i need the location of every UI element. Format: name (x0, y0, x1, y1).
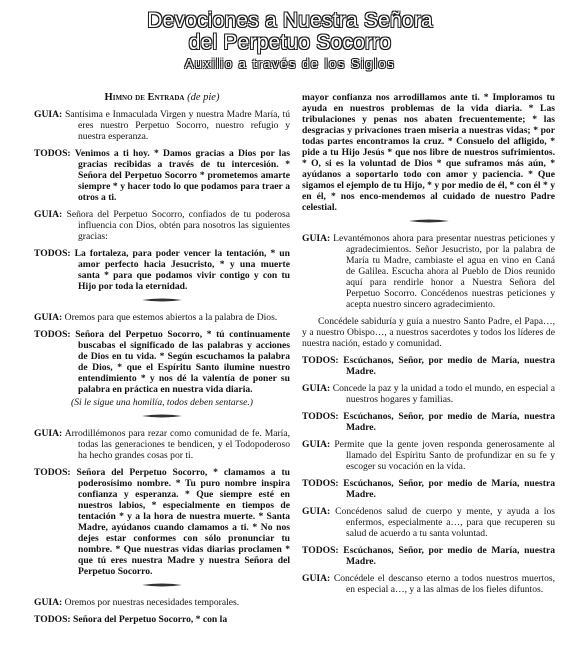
guia-paragraph (302, 506, 555, 539)
paragraph-text: Permite que la gente joven responda generosamente al llamado del Espíritu Santo de profundizar en su fe y escoger su vocación en la vida. (334, 439, 555, 472)
himno-note: (de pie) (187, 92, 220, 103)
himno-title: Himno de Entrada (104, 92, 185, 103)
paragraph-text: Concede la paz y la unidad a todo el mundo, en especial a nuestros hogares y familias. (332, 383, 555, 405)
paragraph-text: Escúchanos, Señor, por medio de María, nuestra Madre. (343, 411, 555, 433)
himno-heading (34, 92, 290, 103)
homily-note: (Si le sigue una homilía, todos deben sentarse.) (71, 397, 253, 408)
guia-paragraph (302, 439, 555, 472)
role-label: TODOS: (302, 478, 339, 489)
guia-paragraph-continued (302, 316, 555, 349)
guia-paragraph (302, 383, 555, 405)
paragraph-text: Escúchanos, Señor, por medio de María, nuestra Madre. (343, 355, 555, 377)
guia-paragraph (302, 573, 555, 595)
paragraph-text: Levantémonos ahora para presentar nuestras peticiones y agradecimientos. Señor Jesucristo, por la palabra de María tu Madre, cambiaste el agua en vino en Caná de Galilea. Escucha ahora al Pueblo de Dios reunido aquí para rendirle honor a Nuestra Señora del Perpetuo Socorro. Concédenos nuestras peticiones y acepta nuestro sincero agradecimiento. (333, 233, 555, 310)
role-label: TODOS: (302, 411, 339, 422)
role-label: TODOS: (302, 355, 339, 366)
title-line-1: Devociones a Nuestra Señora (147, 9, 433, 32)
paragraph-text: La fortaleza, para poder vencer la tentación, * un amor perfecto hacia Jesucristo, * y una muerte santa * para que podamos vivir contigo y con tu Hijo por toda la eternidad. (74, 248, 290, 292)
paragraph-text: Arrodillémonos para rezar como comunidad de fe. María, todas las generaciones te bendicen, y el Todopoderoso ha hecho grandes cosas por ti. (64, 428, 290, 461)
section-divider (302, 219, 555, 223)
paragraph-text: Señora del Perpetuo Socorro, * tú continuamente buscabas el significado de las palabras y acciones de Dios en tu vida. * Según escuchamos la palabra de Dios, * que el Espíritu Santo ilumine nuestro entendimiento * y nos dé la valentía de poner su palabra en práctica en nuestra vida diaria. (75, 329, 290, 395)
role-label: TODOS: (34, 248, 71, 259)
paragraph-text: Señora del Perpetuo Socorro, * con la (73, 614, 228, 625)
role-label: TODOS: (34, 148, 71, 159)
todos-response (302, 478, 555, 500)
paragraph-text: Escúchanos, Señor, por medio de María, nuestra Madre. (343, 545, 555, 567)
role-label: TODOS: (34, 329, 71, 340)
guia-paragraph (34, 312, 290, 323)
role-label: GUIA: (34, 428, 63, 439)
paragraph-text: Señora del Perpetuo Socorro, * clamamos a tu poderosísimo nombre. * Tu puro nombre inspira confianza y esperanza. * Que siempre esté en nuestros labios, * especialmente en tiempos de tentación * y a la hora de nuestra muerte. * Santa Madre, ayúdanos cuando clamamos a ti. * No nos dejes estar conformes con sólo pronunciar tu nombre. * Que nuestras vidas diarias proclamen * que tú eres nuestra Madre y nuestra Señora del Perpetuo Socorro. (76, 467, 290, 577)
role-label: GUIA: (302, 439, 331, 450)
paragraph-text: Concédele el descanso eterno a todos nuestros muertos, en especial a…, y a las almas de los fieles difuntos. (333, 573, 555, 595)
header (0, 0, 580, 71)
todos-paragraph (34, 329, 290, 395)
role-label: GUIA: (34, 109, 63, 120)
paragraph-text: Concédele sabiduría y guía a nuestro Santo Padre, el Papa…, y a nuestro Obispo…, a nuestros sacerdotes y todos los líderes de nuestra nación, estado y comunidad. (302, 316, 555, 349)
todos-response (302, 545, 555, 567)
paragraph-text: mayor confianza nos arrodillamos ante ti. * Imploramos tu ayuda en nuestros problemas de la vida diaria. * Las tribulaciones y penas nos abaten frecuentemente; * las desgracias y privaciones traen miseria a nuestras vidas; * por todas partes encontramos la cruz. * Consuelo del afligido, * pide a tu Hijo Jesús * que nos libre de nuestros sufrimientos. * O, si es la voluntad de Dios * que suframos más aún, * ayúdanos a soportarlo todo con amor y paciencia. * Que sigamos el ejemplo de tu Hijo, * y por medio de él, * con él * y en él, * nos enco-mendemos al cuidado de nuestro Padre celestial. (302, 92, 555, 213)
guia-paragraph (34, 597, 290, 608)
section-divider (34, 414, 290, 418)
role-label: TODOS: (302, 545, 339, 556)
paragraph-text: Señora del Perpetuo Socorro, confiados de tu poderosa influencia con Dios, obtén para nosotros las siguientes gracias: (66, 209, 290, 242)
role-label: GUIA: (302, 506, 331, 517)
right-column (302, 92, 555, 601)
subtitle: Auxilio a través de los Siglos (184, 56, 396, 71)
paragraph-text: Venimos a ti hoy. * Damos gracias a Dios por las gracias recibidas a través de tu intercesión. * Señora del Perpetuo Socorro * prometemos amarte siempre * y hacer todo lo que podamos para traer a otros a ti. (74, 148, 291, 203)
guia-paragraph (34, 428, 290, 461)
paragraph-text: Santísima e Inmaculada Virgen y nuestra Madre María, tú eres nuestro Perpetuo Socorro, nuestro refugio y nuestra esperanza. (65, 109, 290, 142)
todos-paragraph (34, 148, 290, 203)
divider-ornament (142, 583, 182, 587)
divider-ornament (142, 298, 182, 302)
paragraph-text: Concédenos salud de cuerpo y mente, y ayuda a los enfermos, especialmente a…, para que recuperen su salud de acuerdo a tu santa voluntad. (335, 506, 555, 539)
section-divider (34, 298, 290, 302)
role-label: GUIA: (302, 233, 331, 244)
divider-ornament (142, 414, 182, 418)
guia-paragraph (34, 209, 290, 242)
paragraph-text: Escúchanos, Señor, por medio de María, nuestra Madre. (343, 478, 555, 500)
todos-response (302, 355, 555, 377)
role-label: TODOS: (34, 614, 71, 625)
left-column (34, 92, 290, 631)
todos-response (302, 411, 555, 433)
role-label: GUIA: (302, 383, 331, 394)
todos-paragraph (34, 248, 290, 292)
divider-ornament (409, 219, 449, 223)
todos-paragraph (34, 614, 290, 625)
guia-paragraph (302, 233, 555, 310)
title-line-2: del Perpetuo Socorro (188, 31, 392, 54)
role-label: GUIA: (34, 312, 63, 323)
section-divider (34, 583, 290, 587)
role-label: TODOS: (34, 467, 71, 478)
paragraph-text: Oremos por nuestras necesidades temporales. (64, 597, 240, 608)
todos-paragraph (34, 467, 290, 577)
role-label: GUIA: (34, 209, 63, 220)
todos-continuation (302, 92, 555, 213)
role-label: GUIA: (302, 573, 331, 584)
role-label: GUIA: (34, 597, 63, 608)
guia-paragraph (34, 109, 290, 142)
paragraph-text: Oremos para que estemos abiertos a la palabra de Dios. (64, 312, 278, 323)
